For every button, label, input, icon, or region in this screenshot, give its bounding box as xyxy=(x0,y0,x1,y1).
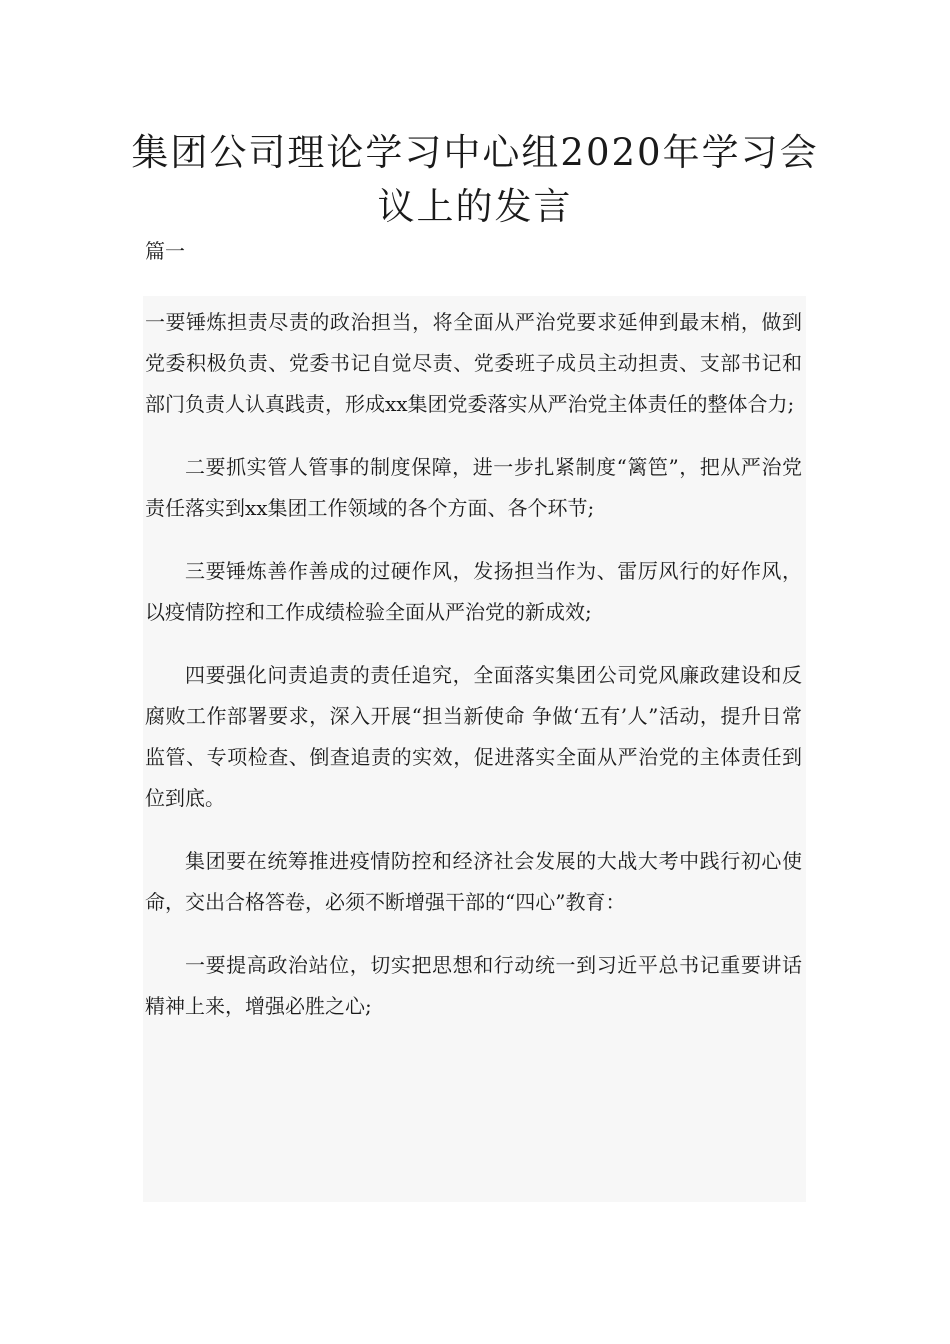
document-title: 集团公司理论学习中心组2020年学习会议上的发言 xyxy=(131,131,819,228)
document-body xyxy=(143,296,806,1202)
paragraph: 三要锤炼善作善成的过硬作风，发扬担当作为、雷厉风行的好作风，以疫情防控和工作成绩检验全面从严治党的新成效; xyxy=(145,559,802,624)
paragraph: 集团要在统筹推进疫情防控和经济社会发展的大战大考中践行初心使命，交出合格答卷，必须不断增强干部的“四心”教育： xyxy=(145,849,802,914)
paragraph: 一要提高政治站位，切实把思想和行动统一到习近平总书记重要讲话精神上来，增强必胜之心; xyxy=(145,953,802,1018)
paragraph: 一要锤炼担责尽责的政治担当，将全面从严治党要求延伸到最末梢，做到党委积极负责、党委书记自觉尽责、党委班子成员主动担责、支部书记和部门负责人认真践责，形成xx集团党委落实从严治党主体责任的整体合力; xyxy=(145,310,802,416)
paragraph: 四要强化问责追责的责任追究，全面落实集团公司党风廉政建设和反腐败工作部署要求，深入开展“担当新使命 争做‘五有’人”活动，提升日常监管、专项检查、倒查追责的实效，促进落实全面从严治党的主体责任到位到底。 xyxy=(145,663,802,810)
section-label: 篇一 xyxy=(145,239,185,263)
paragraph: 二要抓实管人管事的制度保障，进一步扎紧制度“篱笆”，把从严治党责任落实到xx集团工作领域的各个方面、各个环节; xyxy=(145,455,802,520)
